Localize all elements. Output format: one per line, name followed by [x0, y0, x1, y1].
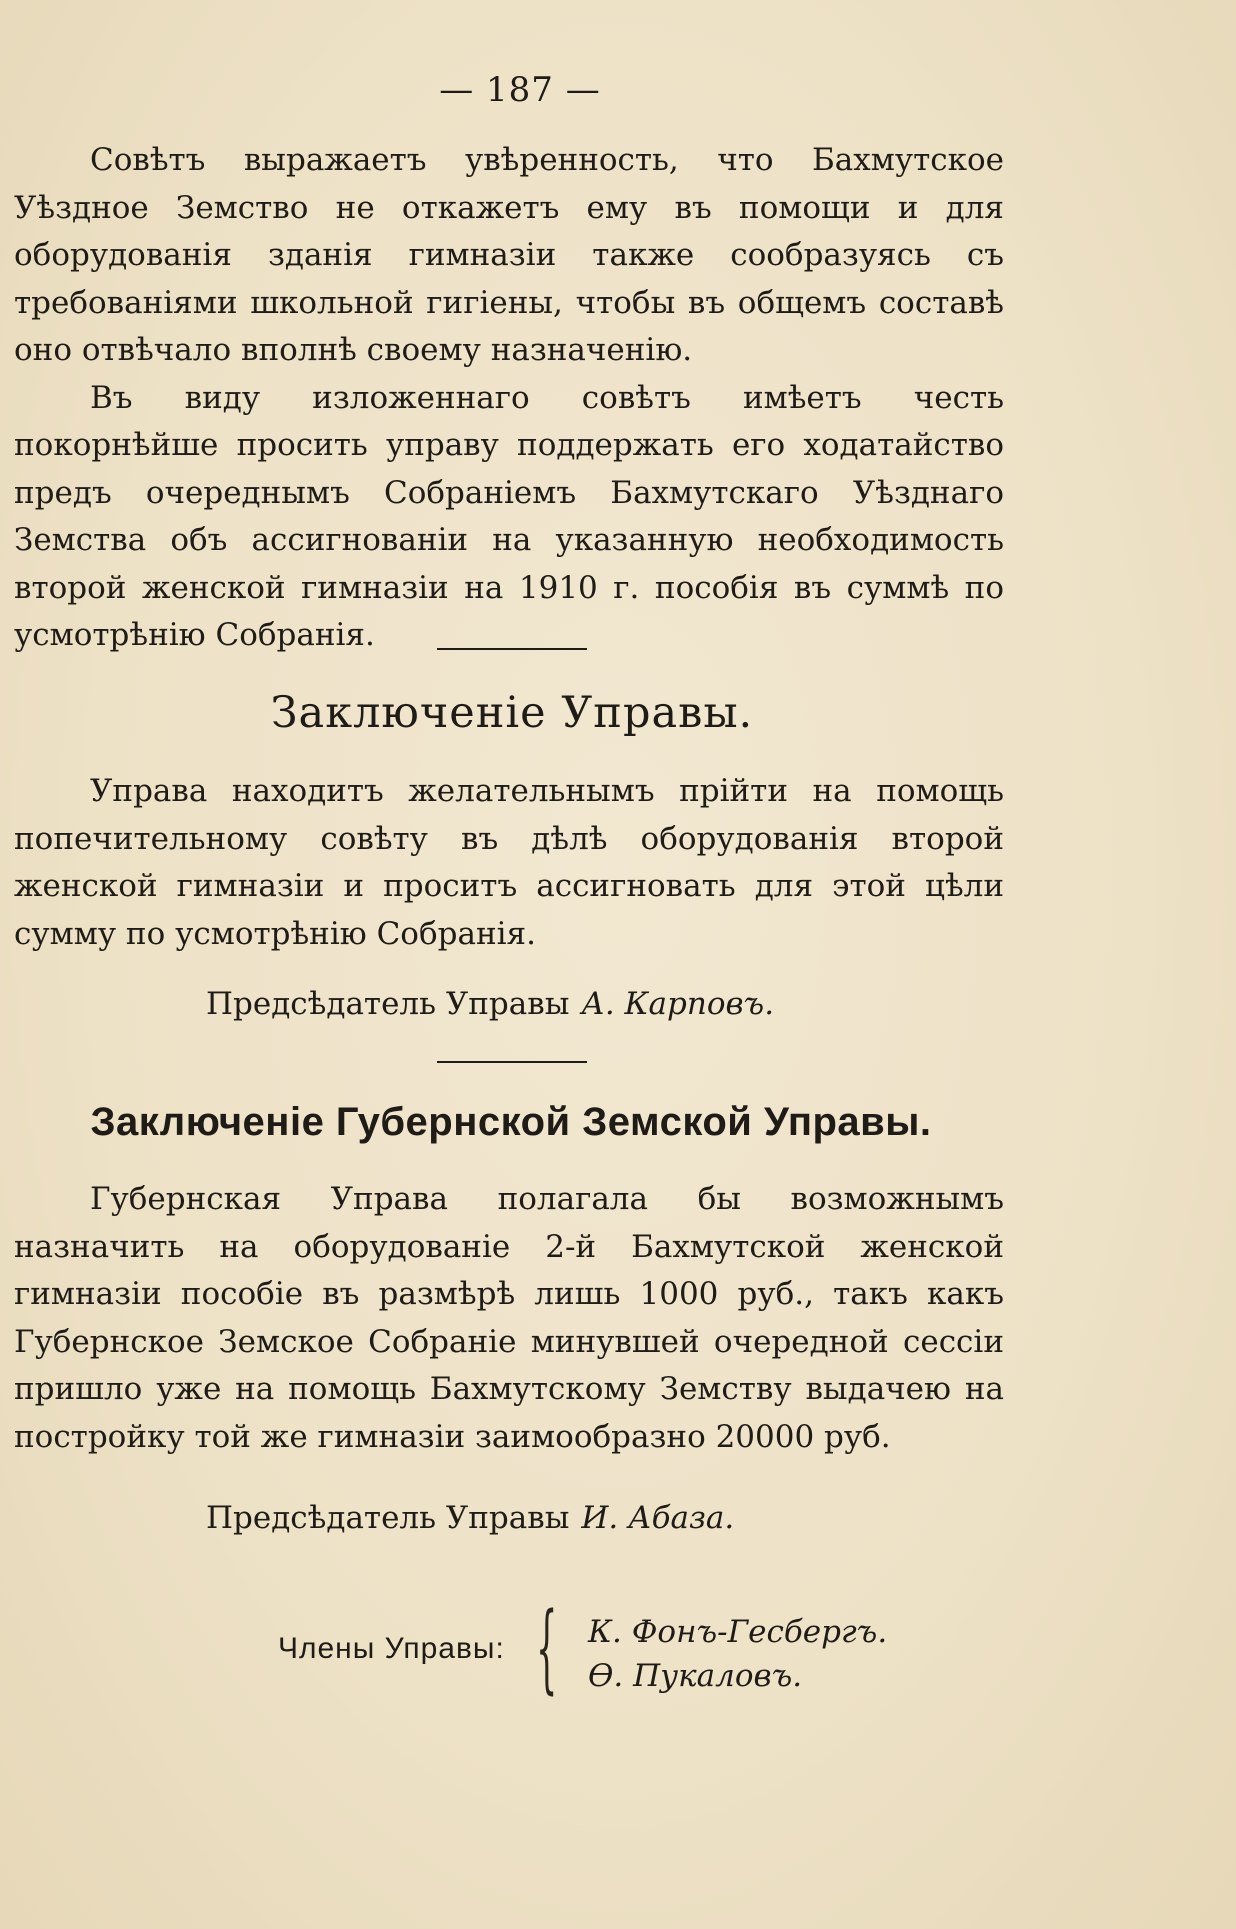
body-text-uprava: [14, 768, 1004, 958]
body-text-top: [14, 137, 1004, 660]
curly-brace: {: [536, 1592, 558, 1704]
board-members: [278, 1592, 978, 1720]
signature-karpov: [206, 986, 774, 1022]
member-name: Ѳ. Пукаловъ.: [588, 1658, 803, 1694]
heading-uprava-conclusion: Заключеніе Управы.: [270, 688, 754, 738]
body-text-gubernskaya: [14, 1176, 1004, 1461]
paragraph-gubernskaya-conclusion: Губернская Управа полагала бы возможнымъ назначить на оборудованіе 2-й Бахмутской женской гимназіи пособіе въ размѣрѣ лишь 1000 руб., такъ какъ Губернское Земское Собраніе минувшей очередной сессіи пришло уже на помощь Бахмутскому Земству выдачею на постройку той же гимназіи заимообразно 20000 руб.: [14, 1181, 1004, 1455]
signature-abaza: [206, 1500, 734, 1536]
members-names: [588, 1610, 887, 1698]
paragraph-council-request: Въ виду изложеннаго совѣтъ имѣетъ честь покорнѣйше просить управу поддержать его ходатайство предъ очереднымъ Собраніемъ Бахмутскаго Уѣзднаго Земства объ ассигнованіи на указанную необходимость второй женской гимназіи на 1910 г. пособія въ суммѣ по усмотрѣнію Собранія.: [14, 379, 1004, 653]
heading-gubernskaya-conclusion: Заключеніе Губернской Земской Управы.: [90, 1100, 932, 1144]
paragraph-council-confidence: Совѣтъ выражаетъ увѣренность, что Бахмутское Уѣздное Земство не откажетъ ему въ помощи и для оборудованія зданія гимназіи также сообразуясь съ требованіями школьной гигіены, чтобы въ общемъ составѣ оно отвѣчало вполнѣ своему назначенію.: [14, 142, 1004, 368]
member-name: К. Фонъ-Гесбергъ.: [588, 1614, 888, 1650]
signature-name: И. Абаза.: [581, 1500, 735, 1536]
signature-title: Предсѣдатель Управы: [206, 986, 570, 1022]
signature-title: Предсѣдатель Управы: [206, 1500, 570, 1536]
members-label: Члены Управы:: [278, 1632, 505, 1665]
page-number: — 187 —: [439, 70, 601, 110]
signature-name: А. Карповъ.: [581, 986, 775, 1022]
section-divider-2: [437, 1061, 587, 1063]
section-divider-1: [437, 648, 587, 650]
paragraph-uprava-conclusion: Управа находитъ желательнымъ прійти на помощь попечительному совѣту въ дѣлѣ оборудованія второй женской гимназіи и проситъ ассигновать для этой цѣли сумму по усмотрѣнію Собранія.: [14, 773, 1004, 952]
